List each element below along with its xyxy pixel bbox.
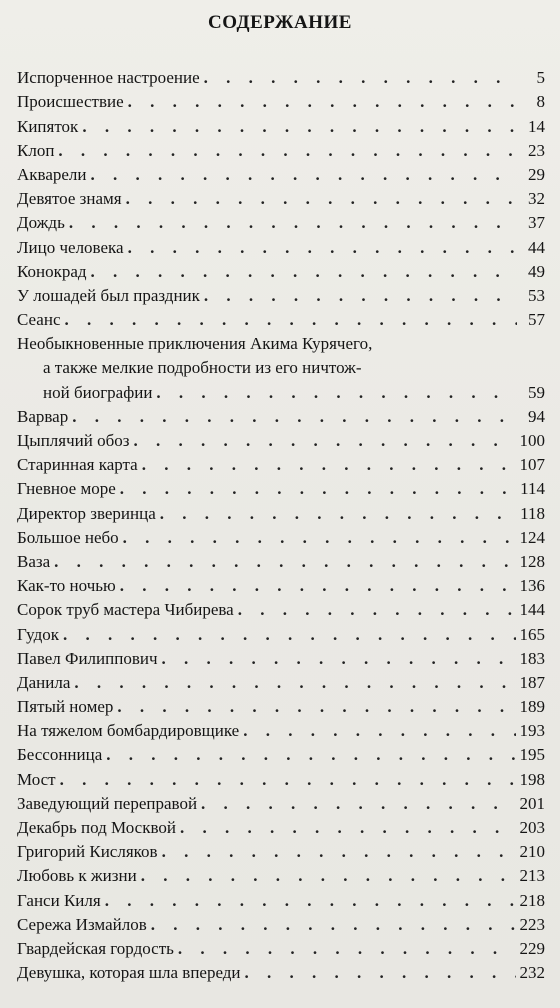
page-title: СОДЕРЖАНИЕ [208,12,352,33]
toc-entry [17,792,545,816]
toc-entry [17,743,545,767]
leader-dots [60,768,516,792]
toc-group-second [17,405,545,986]
toc-entry-title: Ваза [17,551,51,571]
toc-entry-page: 44 [528,237,545,257]
toc-entry-title: Заведующий переправой [17,793,198,813]
leader-dots [54,550,515,574]
toc-entry-page: 210 [519,842,545,862]
leader-dots [117,695,515,719]
toc-entry [17,816,545,840]
toc-entry [17,90,545,114]
leader-dots [238,598,516,622]
toc-entry-title: Варвар [17,406,69,426]
toc-entry-page: 59 [528,382,545,402]
leader-dots [180,816,516,840]
leader-dots [162,840,516,864]
toc-entry [17,501,545,525]
leader-dots [65,308,518,332]
toc-entry-page: 203 [519,818,545,837]
toc-entry-title: Сеанс [17,310,61,330]
toc-entry-page: 8 [536,92,545,112]
leader-dots [156,381,517,405]
toc-entry-title: Цыплячий обоз [17,431,130,450]
toc-entry-page: 124 [519,527,545,547]
toc-entry-page: 198 [519,769,545,789]
toc-entry-page: 14 [528,116,545,136]
toc-entry-page: 100 [519,431,545,450]
toc-entry-page: 49 [528,261,545,281]
toc-entry [17,767,545,791]
toc-entry-page: 37 [528,213,545,233]
toc-entry [17,308,545,332]
toc-entry-title: Гневное море [17,479,116,499]
toc-entry-page: 5 [536,68,545,88]
toc-entry-title: Кипяток [17,116,79,136]
toc-entry [17,671,545,695]
leader-dots [120,477,516,501]
toc-entry [17,598,545,622]
leader-dots [162,647,516,671]
toc-entry [17,550,545,574]
toc-entry [17,284,545,308]
toc-entry-page: 187 [519,672,545,692]
toc-entry-page: 29 [528,164,545,184]
toc-entry-title: Происшествие [17,92,124,112]
toc-entry-title: Лицо человека [17,237,124,257]
toc-entry-page: 57 [528,310,545,330]
toc-entry-title: Девятое знамя [17,189,122,209]
toc-entry-page: 114 [520,479,545,499]
toc-entry-title: Испорченное настроение [17,68,200,88]
toc-entry-title: Клоп [17,140,55,160]
toc-entry [17,66,545,90]
toc-entry-title: Дождь [17,213,65,233]
leader-dots [204,66,517,90]
toc-entry-last-line [17,380,545,404]
leader-dots [106,743,515,767]
toc-entry-page: 128 [519,551,545,571]
toc-entry-line: Необыкновенные приключения Акима Курячего, [17,334,373,354]
toc-entry-page: 165 [519,624,545,644]
toc-entry-page: 232 [519,963,545,983]
leader-dots [72,405,517,429]
leader-dots [69,211,517,235]
leader-dots [120,574,516,598]
toc-group-first [17,66,545,332]
leader-dots [204,284,517,308]
toc-entry [17,622,545,646]
toc-entry [17,695,545,719]
toc-entry-title: ной биографии [43,382,153,402]
toc-entry-page: 183 [519,648,545,668]
toc-entry [17,139,545,163]
toc-entry-line: а также мелкие подробности из его ничтож- [43,358,362,378]
toc-entry [17,211,545,235]
toc-entry [17,719,545,743]
leader-dots [133,429,515,453]
toc-entry [17,453,545,477]
leader-dots [201,792,515,816]
toc-entry-page: 201 [519,793,545,813]
toc-entry-page: 53 [528,285,545,305]
leader-dots [245,961,516,985]
leader-dots [178,937,516,961]
toc-entry-page: 189 [519,697,545,717]
leader-dots [105,889,516,913]
toc-entry-title: Любовь к жизни [17,866,137,886]
leader-dots [82,115,517,139]
leader-dots [91,260,517,284]
leader-dots [128,90,517,114]
toc-entry-page: 94 [528,406,545,426]
toc-entry-title: На тяжелом бомбардировщике [17,721,240,741]
leader-dots [63,623,515,647]
table-of-contents [17,66,545,985]
toc-entry-title: Старинная карта [17,455,138,475]
toc-entry-multiline [17,332,545,405]
leader-dots [128,236,517,260]
toc-entry [17,937,545,961]
toc-entry-title: Григорий Кисляков [17,842,158,862]
toc-entry [17,405,545,429]
toc-entry-page: 213 [519,866,545,886]
toc-entry-title: Мост [17,769,56,789]
toc-entry-page: 118 [520,503,545,523]
toc-entry [17,864,545,888]
toc-entry-title: Конокрад [17,261,87,281]
toc-entry [17,913,545,937]
toc-entry-title: Гудок [17,624,60,644]
leader-dots [126,187,517,211]
toc-entry-title: Декабрь под Москвой [17,818,176,837]
toc-entry-page: 193 [519,721,545,741]
toc-entry-title: Гвардейская гордость [17,938,174,958]
toc-entry [17,187,545,211]
toc-entry-title: У лошадей был праздник [17,285,200,305]
toc-entry-title: Сорок труб мастера Чибирева [17,600,234,620]
toc-entry-title: Пятый номер [17,697,114,717]
toc-entry-title: Сережа Измайлов [17,914,147,934]
toc-entry [17,235,545,259]
toc-entry [17,429,545,453]
toc-entry-page: 218 [519,890,545,910]
toc-entry-page: 136 [519,576,545,596]
leader-dots [74,671,515,695]
toc-entry [17,840,545,864]
toc-entry [17,477,545,501]
toc-entry [17,961,545,985]
toc-entry-title: Большое небо [17,527,119,547]
toc-entry-page: 144 [519,600,545,620]
toc-entry-title: Как-то ночью [17,576,116,596]
leader-dots [141,864,516,888]
leader-dots [151,913,516,937]
leader-dots [123,526,516,550]
toc-entry [17,574,545,598]
toc-entry-page: 195 [519,745,545,765]
leader-dots [142,453,516,477]
toc-entry-page: 32 [528,189,545,209]
leader-dots [58,139,517,163]
toc-entry-page: 23 [528,140,545,160]
toc-entry-title: Данила [17,672,71,692]
toc-entry-title: Ганси Киля [17,890,101,910]
toc-entry-title: Бессонница [17,745,103,765]
leader-dots [243,719,515,743]
toc-entry-title: Павел Филиппович [17,648,158,668]
toc-entry [17,114,545,138]
leader-dots [91,163,517,187]
toc-entry-title: Директор зверинца [17,503,156,523]
toc-entry-page: 223 [519,914,545,934]
leader-dots [160,502,516,526]
toc-entry-page: 229 [519,938,545,958]
toc-entry-title: Девушка, которая шла впереди [17,963,241,983]
toc-entry [17,647,545,671]
toc-entry [17,163,545,187]
toc-entry [17,260,545,284]
toc-entry [17,526,545,550]
toc-entry [17,888,545,912]
toc-entry-title: Акварели [17,164,87,184]
toc-entry-page: 107 [519,455,545,475]
